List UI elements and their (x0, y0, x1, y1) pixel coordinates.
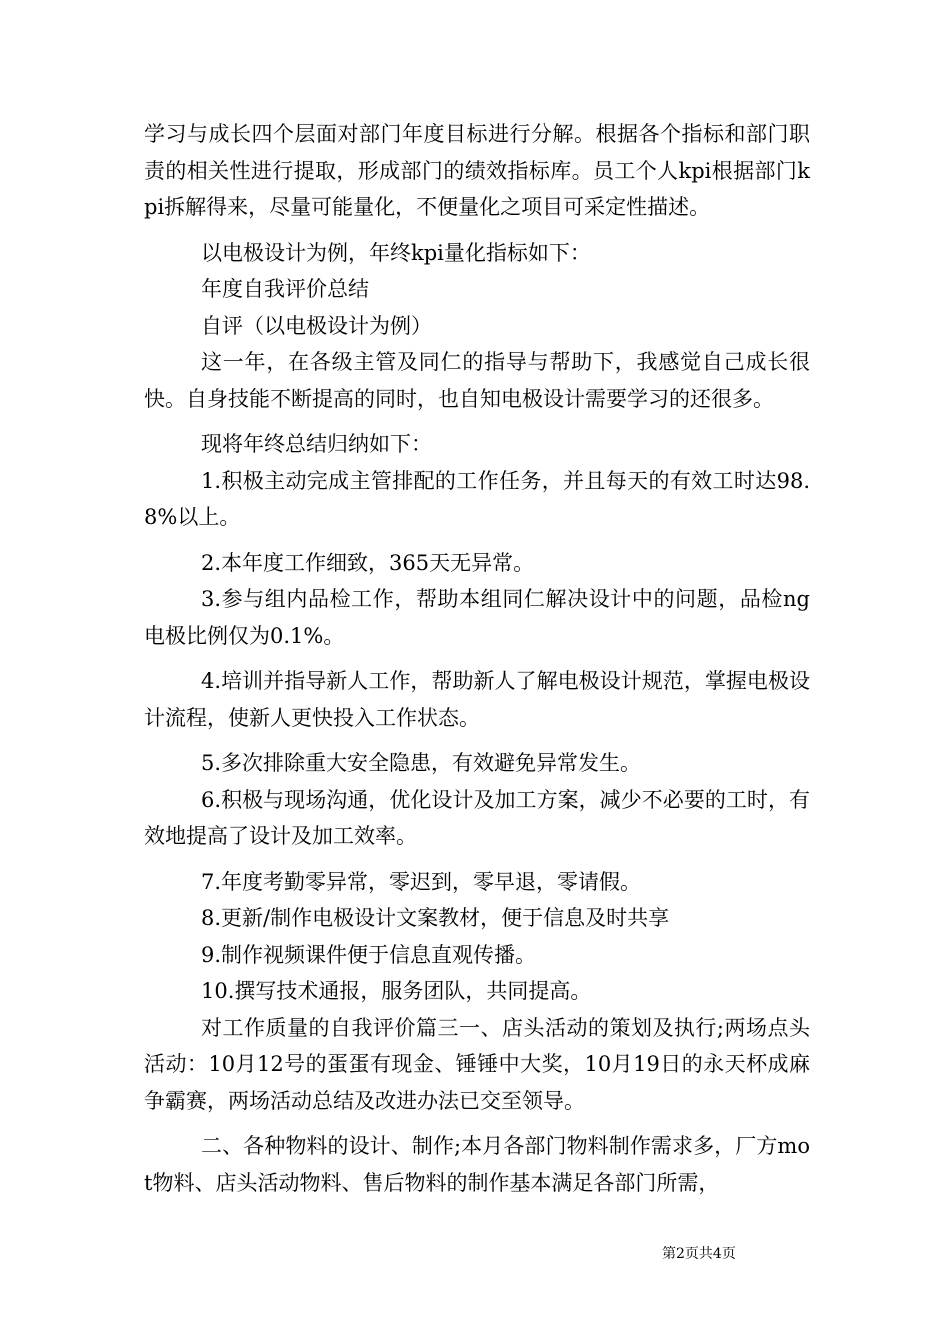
list-item-5: 5.多次排除重大安全隐患，有效避免异常发生。 (201, 751, 642, 775)
list-item-10: 10.撰写技术通报，服务团队，共同提高。 (201, 979, 592, 1003)
list-item-1: 1.积极主动完成主管排配的工作任务，并且每天的有效工时达98.8%以上。 (144, 468, 810, 529)
paragraph-summary-lead: 现将年终总结归纳如下： (201, 432, 432, 456)
paragraph-intro: 这一年，在各级主管及同仁的指导与帮助下，我感觉自己成长很快。自身技能不断提高的同时，也自知电极设计需要学习的还很多。 (144, 350, 810, 411)
list-item-4: 4.培训并指导新人工作，帮助新人了解电极设计规范，掌握电极设计流程，使新人更快投入工作状态。 (144, 669, 810, 730)
paragraph-kpi-decomposition: 学习与成长四个层面对部门年度目标进行分解。根据各个指标和部门职责的相关性进行提取，形成部门的绩效指标库。员工个人kpi根据部门kpi拆解得来，尽量可能量化，不便量化之项目可采定性描述。 (144, 122, 810, 219)
paragraph-materials-design: 二、各种物料的设计、制作;本月各部门物料制作需求多，厂方mot物料、店头活动物料、售后物料的制作基本满足各部门所需， (144, 1134, 810, 1195)
list-item-6: 6.积极与现场沟通，优化设计及加工方案，减少不必要的工时，有效地提高了设计及加工效率。 (144, 787, 810, 848)
section-heading-annual-review: 年度自我评价总结 (201, 277, 369, 301)
list-item-9: 9.制作视频课件便于信息直观传播。 (201, 942, 537, 967)
list-item-8: 8.更新/制作电极设计文案教材，便于信息及时共享 (201, 906, 670, 930)
document-body (144, 116, 810, 1201)
section-subheading-self-review: 自评（以电极设计为例） (201, 313, 432, 338)
list-item-3: 3.参与组内品检工作，帮助本组同仁解决设计中的问题，品检ng电极比例仅为0.1%。 (144, 587, 810, 648)
paragraph-kpi-example: 以电极设计为例，年终kpi量化指标如下： (201, 240, 591, 265)
list-item-2: 2.本年度工作细致，365天无异常。 (201, 550, 535, 575)
paragraph-store-activities: 对工作质量的自我评价篇三一、店头活动的策划及执行;两场点头活动：10月12号的蛋蛋有现金、锤锤中大奖，10月19日的永天杯成麻争霸赛，两场活动总结及改进办法已交至领导。 (144, 1015, 810, 1113)
list-item-7: 7.年度考勤零异常，零迟到，零早退，零请假。 (201, 869, 642, 894)
page-number: 第2页共4页 (662, 1246, 736, 1262)
